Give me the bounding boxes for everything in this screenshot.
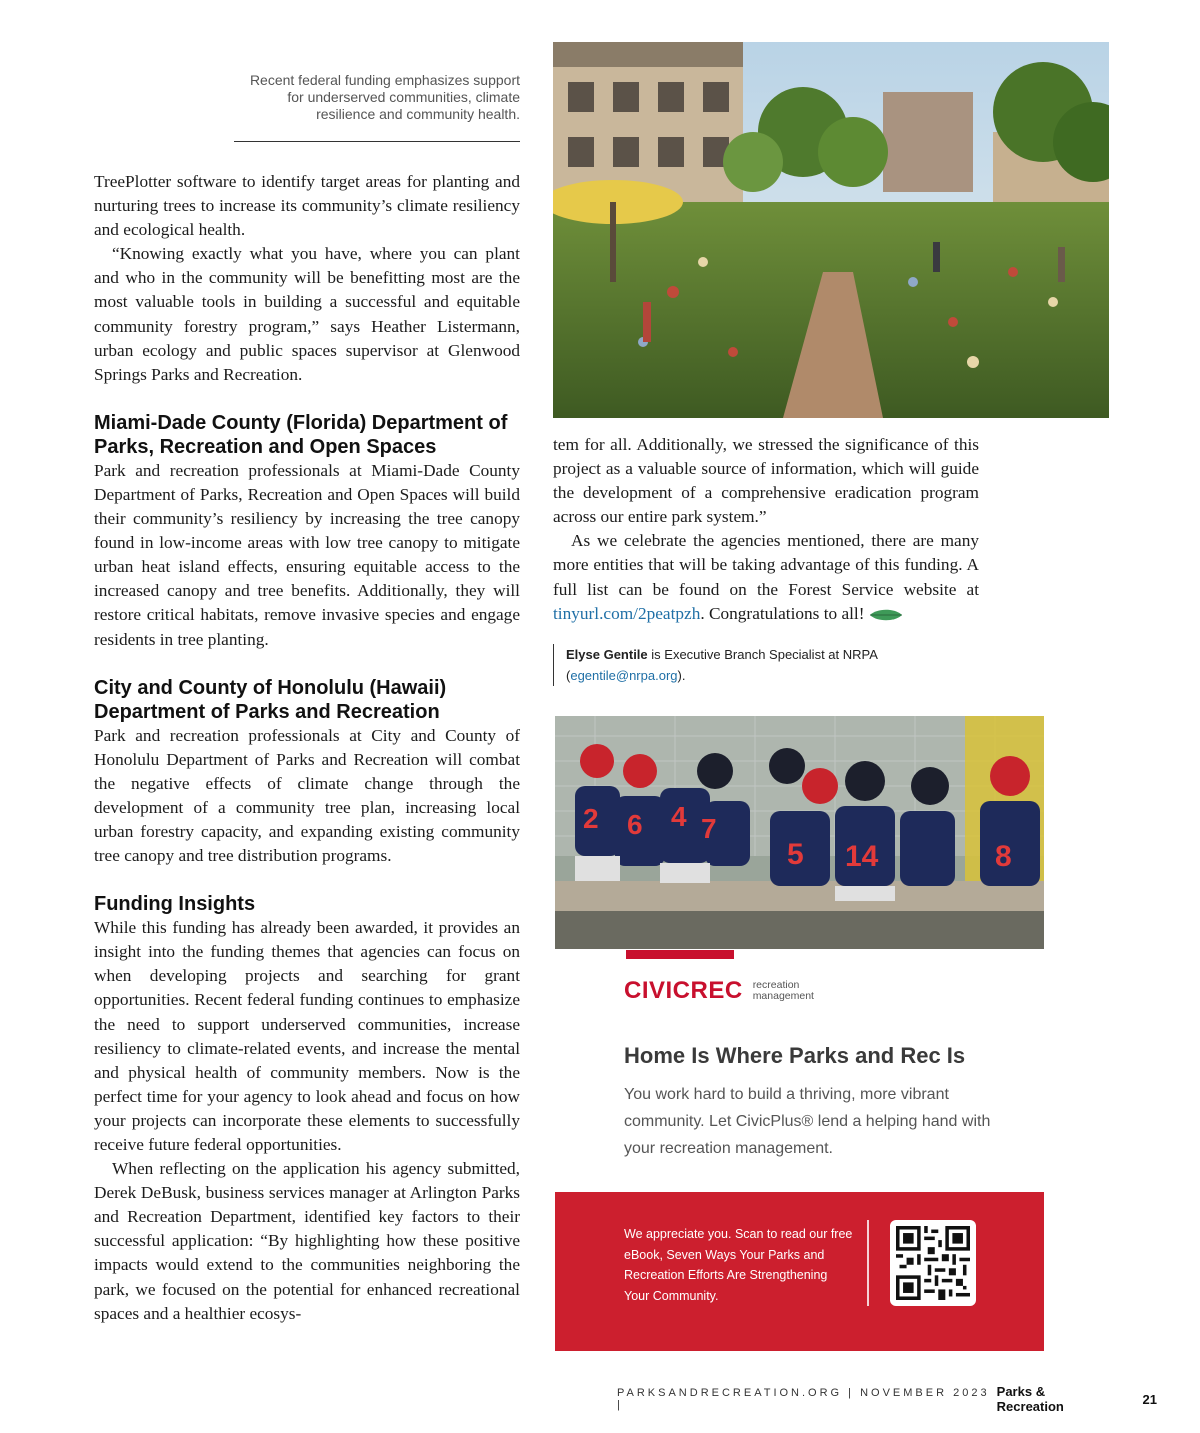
author-email-link[interactable]: egentile@nrpa.org (570, 667, 678, 683)
footer-magazine-name: Parks & Recreation (996, 1384, 1064, 1414)
ad-banner (555, 1192, 1044, 1351)
paragraph-miami-dade: Park and recreation professionals at Miami-Dade County Department of Parks, Recreation and Open Spaces will build their community’s resiliency by increasing the tree canopy found in low-income areas with low tree canopy to mitigate urban heat island effects, ensuring equitable access to the increased canopy and tree benefits. Additionally, they will restore critical habitats, remove invasive species and engage residents in tree planting. (94, 460, 520, 649)
civicrec-logo: CIVICREC recreation management (624, 977, 814, 1004)
ad-copy: You work hard to build a thriving, more vibrant community. Let CivicPlus® lend a helping hand with your recreation management. (624, 1086, 991, 1157)
middle-column (553, 433, 979, 686)
heading-honolulu: City and County of Honolulu (Hawaii) Department of Parks and Recreation (94, 676, 447, 723)
leaf-icon (869, 608, 903, 622)
svg-text:5: 5 (787, 838, 804, 871)
paragraph-honolulu: Park and recreation professionals at City and County of Honolulu Department of Parks and Recreation will combat the negative effects of climate change through the development of a community tree plan, increasing local urban forestry capacity, and expanding existing community tree canopy and tree distribution programs. (94, 725, 520, 866)
heading-miami-dade: Miami-Dade County (Florida) Department of Parks, Recreation and Open Spaces (94, 411, 508, 458)
svg-text:4: 4 (671, 801, 687, 832)
ad-headline: Home Is Where Parks and Rec Is (624, 1043, 966, 1068)
ad-accent-bar (626, 950, 734, 959)
paragraph-treeplotter: TreePlotter software to identify target areas for planting and nurturing trees to increase its community’s climate resiliency and ecological health. (94, 172, 520, 240)
qr-code-icon[interactable] (890, 1220, 976, 1306)
svg-text:14: 14 (845, 840, 879, 873)
ad-banner-divider (867, 1220, 869, 1306)
paragraph-quote-listermann: “Knowing exactly what you have, where you can plant and who in the community will be benefitting most are the most valuable tools in building a successful and equitable community forestry program,” says Heather Listermann, urban ecology and public spaces supervisor at Glenwood Springs Parks and Recreation. (94, 244, 520, 384)
svg-text:8: 8 (995, 840, 1012, 873)
page-number: 21 (1142, 1391, 1157, 1407)
pull-quote-rule (234, 141, 520, 142)
svg-text:6: 6 (627, 809, 643, 840)
pull-quote: Recent federal funding emphasizes support for underserved communities, climate resilience and community health. (249, 72, 520, 122)
paragraph-celebrate: As we celebrate the agencies mentioned, there are many more entities that will be taking advantage of this funding. A full list can be found on the Forest Service website at tinyurl.com/2peatpzh. Congratulations to all! (553, 531, 979, 623)
page-footer (617, 1384, 1157, 1414)
svg-text:2: 2 (583, 803, 599, 834)
author-byline: Elyse Gentile is Executive Branch Specialist at NRPA (egentile@nrpa.org). (553, 644, 979, 686)
paragraph-debusk: When reflecting on the application his agency submitted, Derek DeBusk, business services manager at Arlington Parks and Recreation Department, identified key factors to their successful application: “By highlighting how these positive impacts would extend to the communities neighboring the park, we focused on the potential for enhanced recreational spaces and a healthier ecosys- (94, 1159, 520, 1323)
paragraph-continued: tem for all. Additionally, we stressed the significance of this project as a valuable source of information, which will guide the development of a comprehensive eradication program across our entire park system.” (553, 435, 979, 527)
forest-service-link[interactable]: tinyurl.com/2peatpzh (553, 603, 701, 623)
garden-photo (553, 42, 1109, 418)
left-column (94, 170, 520, 1326)
baseball-team-photo (555, 716, 1044, 949)
paragraph-funding-insights: While this funding has already been awarded, it provides an insight into the funding themes that agencies can focus on when developing projects and searching for grant opportunities. Recent federal funding continues to emphasize the need to support underserved communities, increase resiliency to climate-related events, and increase the mental and physical health of community members. Now is the perfect time for your agency to look ahead and focus on how your projects can incorporate these elements to successfully receive future federal opportunities. (94, 918, 520, 1154)
footer-site: PARKSANDRECREATION.ORG | NOVEMBER 2023 | (617, 1387, 990, 1411)
heading-funding-insights: Funding Insights (94, 893, 256, 916)
svg-text:7: 7 (701, 813, 717, 844)
ad-banner-text: We appreciate you. Scan to read our free eBook, Seven Ways Your Parks and Recreation Efforts Are Strengthening Your Community. (624, 1227, 853, 1303)
